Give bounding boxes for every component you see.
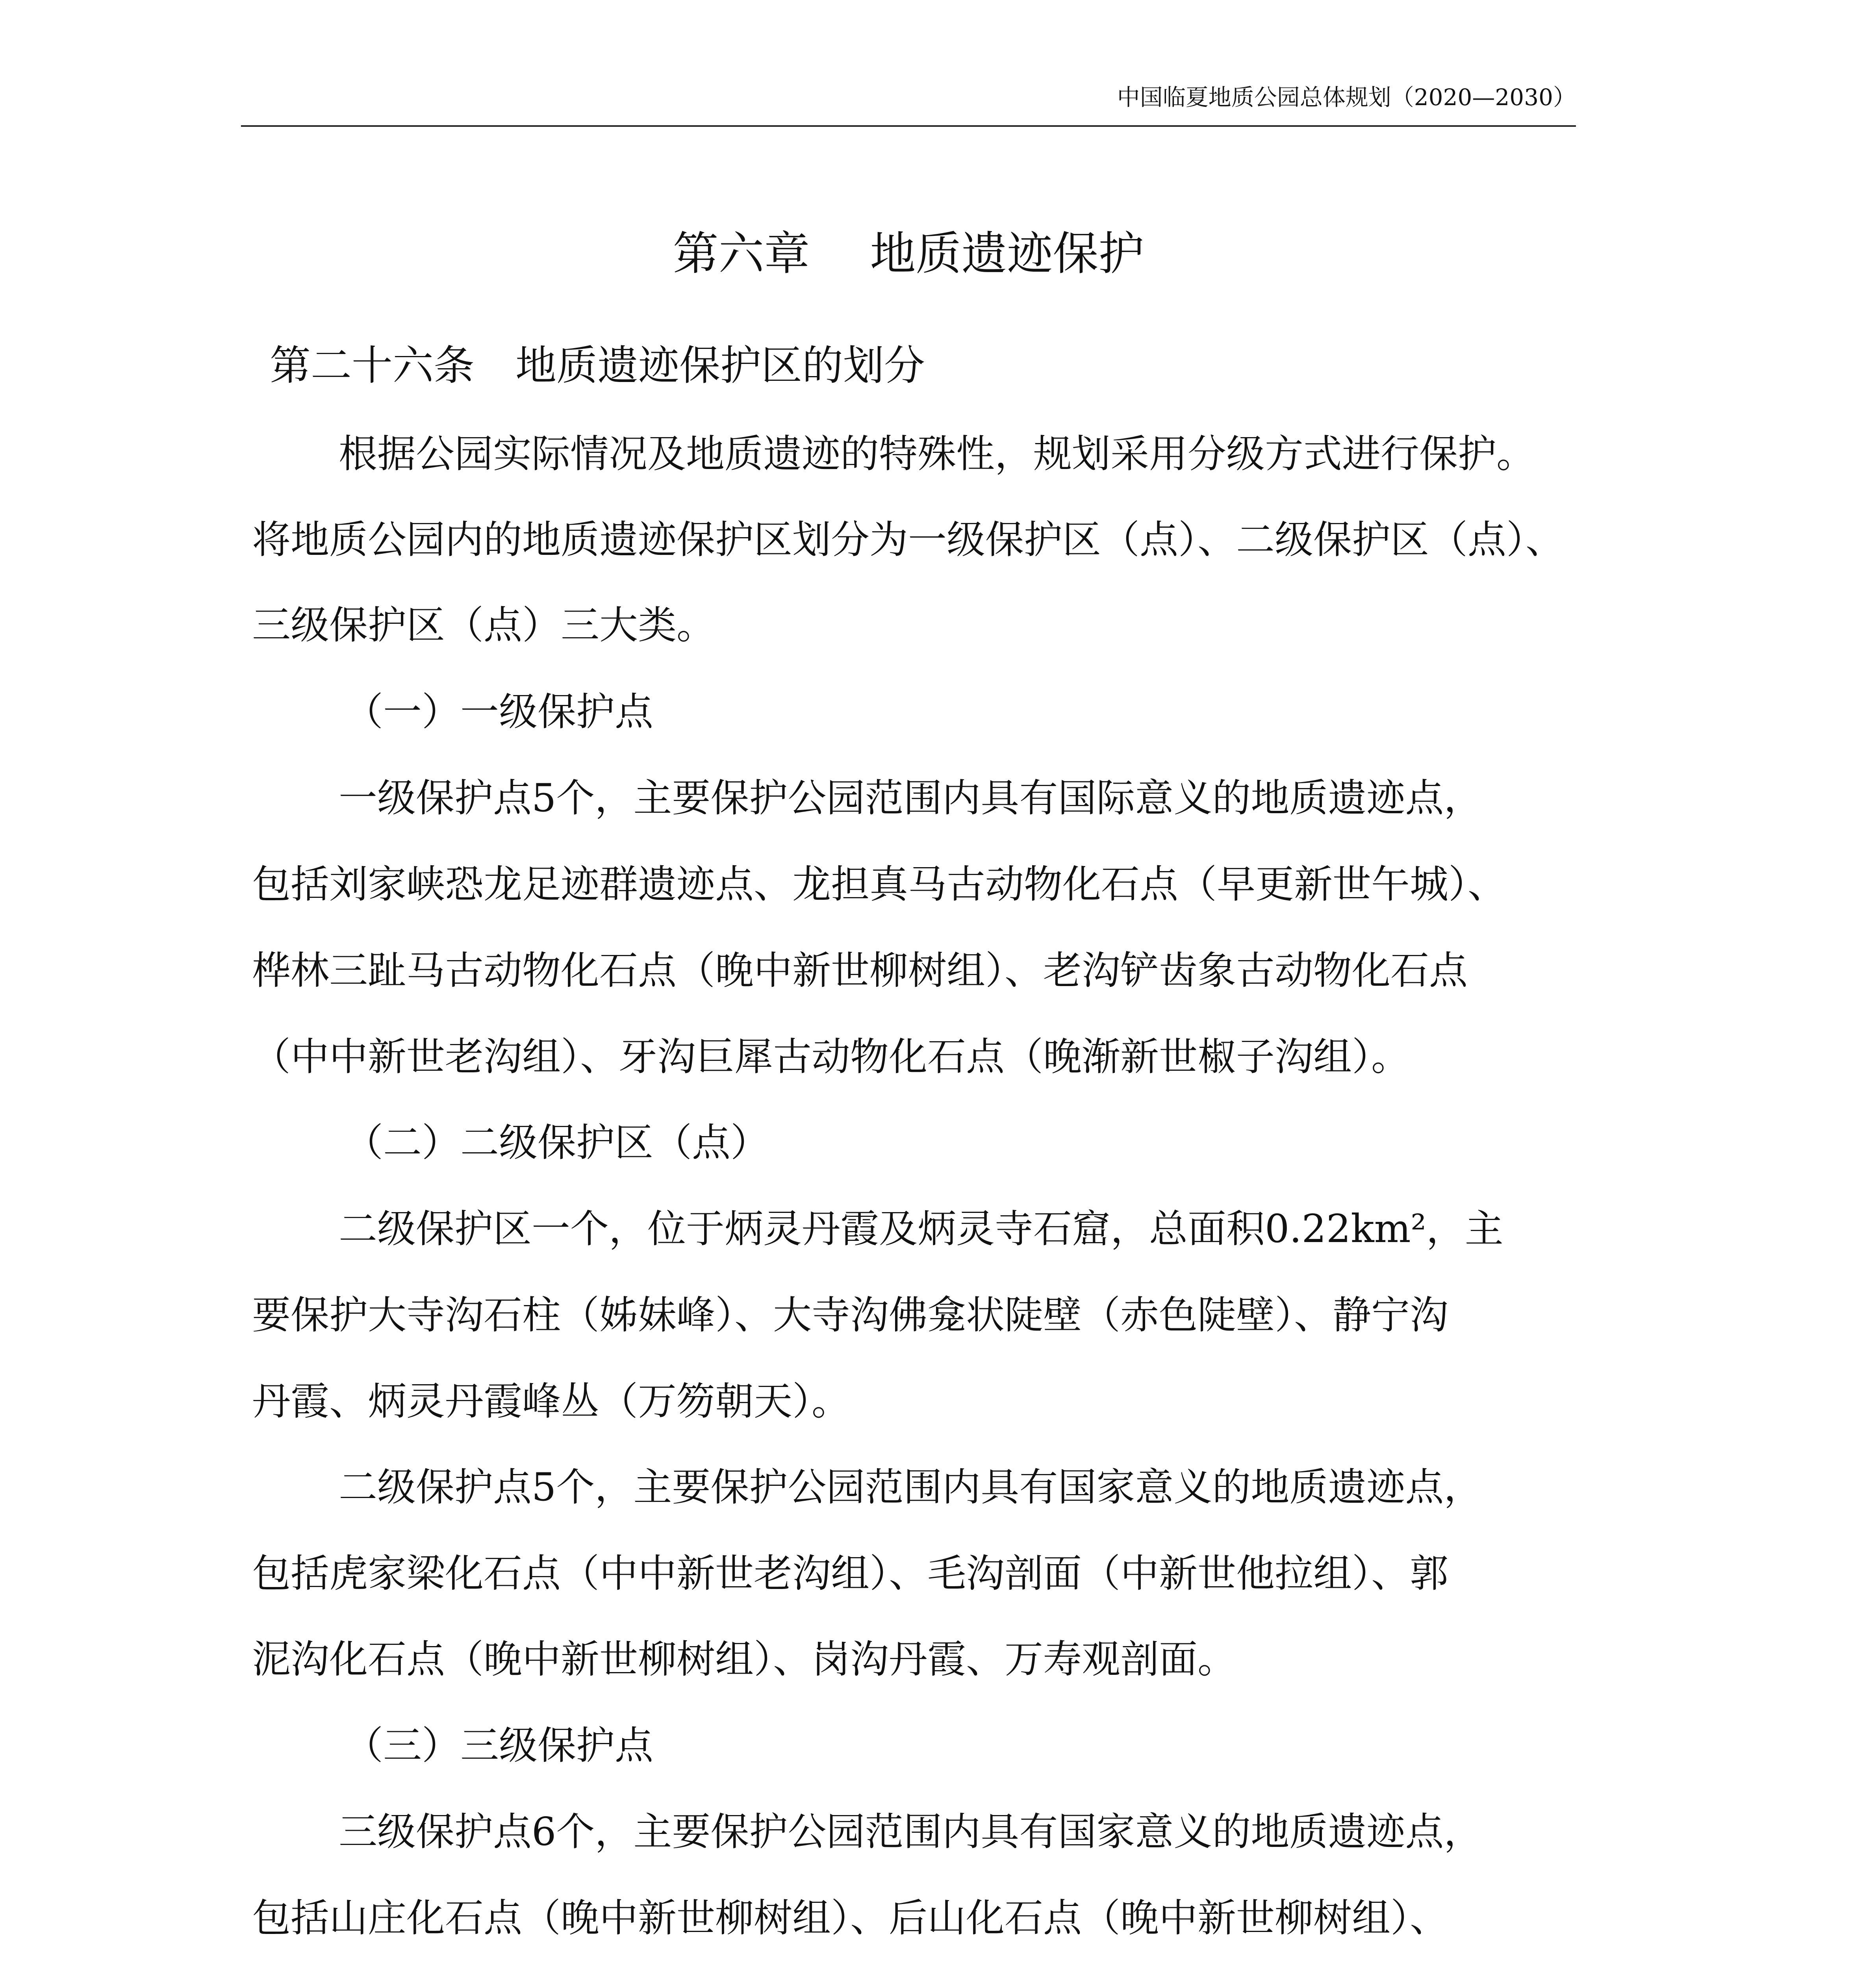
running-header: 中国临夏地质公园总体规划（2020—2030） bbox=[1117, 84, 1576, 111]
header-rule bbox=[241, 125, 1576, 127]
paragraph-line: 一级保护点5个，主要保护公园范围内具有国际意义的地质遗迹点， bbox=[339, 776, 1483, 821]
paragraph-line: 三级保护区（点）三大类。 bbox=[252, 603, 716, 648]
paragraph-line: 根据公园实际情况及地质遗迹的特殊性，规划采用分级方式进行保护。 bbox=[339, 432, 1535, 476]
chapter-title: 第六章 地质遗迹保护 bbox=[673, 227, 1144, 280]
paragraph-line: 包括虎家梁化石点（中中新世老沟组）、毛沟剖面（中新世他拉组）、郭 bbox=[252, 1551, 1449, 1596]
subsection-heading: （一）一级保护点 bbox=[345, 690, 654, 734]
paragraph-line: 泥沟化石点（晚中新世柳树组）、岗沟丹霞、万寿观剖面。 bbox=[252, 1637, 1236, 1682]
paragraph-line: 丹霞、炳灵丹霞峰丛（万笏朝天）。 bbox=[252, 1379, 851, 1424]
paragraph-line: 桦林三趾马古动物化石点（晚中新世柳树组）、老沟铲齿象古动物化石点 bbox=[252, 948, 1468, 993]
paragraph-line: 将地质公园内的地质遗迹保护区划分为一级保护区（点）、二级保护区（点）、 bbox=[252, 517, 1565, 562]
paragraph-line: 包括山庄化石点（晚中新世柳树组）、后山化石点（晚中新世柳树组）、 bbox=[252, 1896, 1449, 1941]
subsection-heading: （三）三级保护点 bbox=[345, 1723, 654, 1768]
article-heading-26: 第二十六条 地质遗迹保护区的划分 bbox=[270, 341, 925, 389]
paragraph-line: 包括刘家峡恐龙足迹群遗迹点、龙担真马古动物化石点（早更新世午城）、 bbox=[252, 862, 1507, 907]
paragraph-line: （中中新世老沟组）、牙沟巨犀古动物化石点（晚渐新世椒子沟组）。 bbox=[252, 1035, 1410, 1079]
paragraph-line: 要保护大寺沟石柱（姊妹峰）、大寺沟佛龛状陡壁（赤色陡壁）、静宁沟 bbox=[252, 1293, 1449, 1338]
paragraph-line: 二级保护点5个，主要保护公园范围内具有国家意义的地质遗迹点， bbox=[339, 1465, 1483, 1510]
subsection-heading: （二）二级保护区（点） bbox=[345, 1120, 769, 1165]
paragraph-line: 三级保护点6个，主要保护公园范围内具有国家意义的地质遗迹点， bbox=[339, 1810, 1483, 1854]
paragraph-line: 二级保护区一个，位于炳灵丹霞及炳灵寺石窟，总面积0.22km²，主 bbox=[339, 1207, 1503, 1251]
